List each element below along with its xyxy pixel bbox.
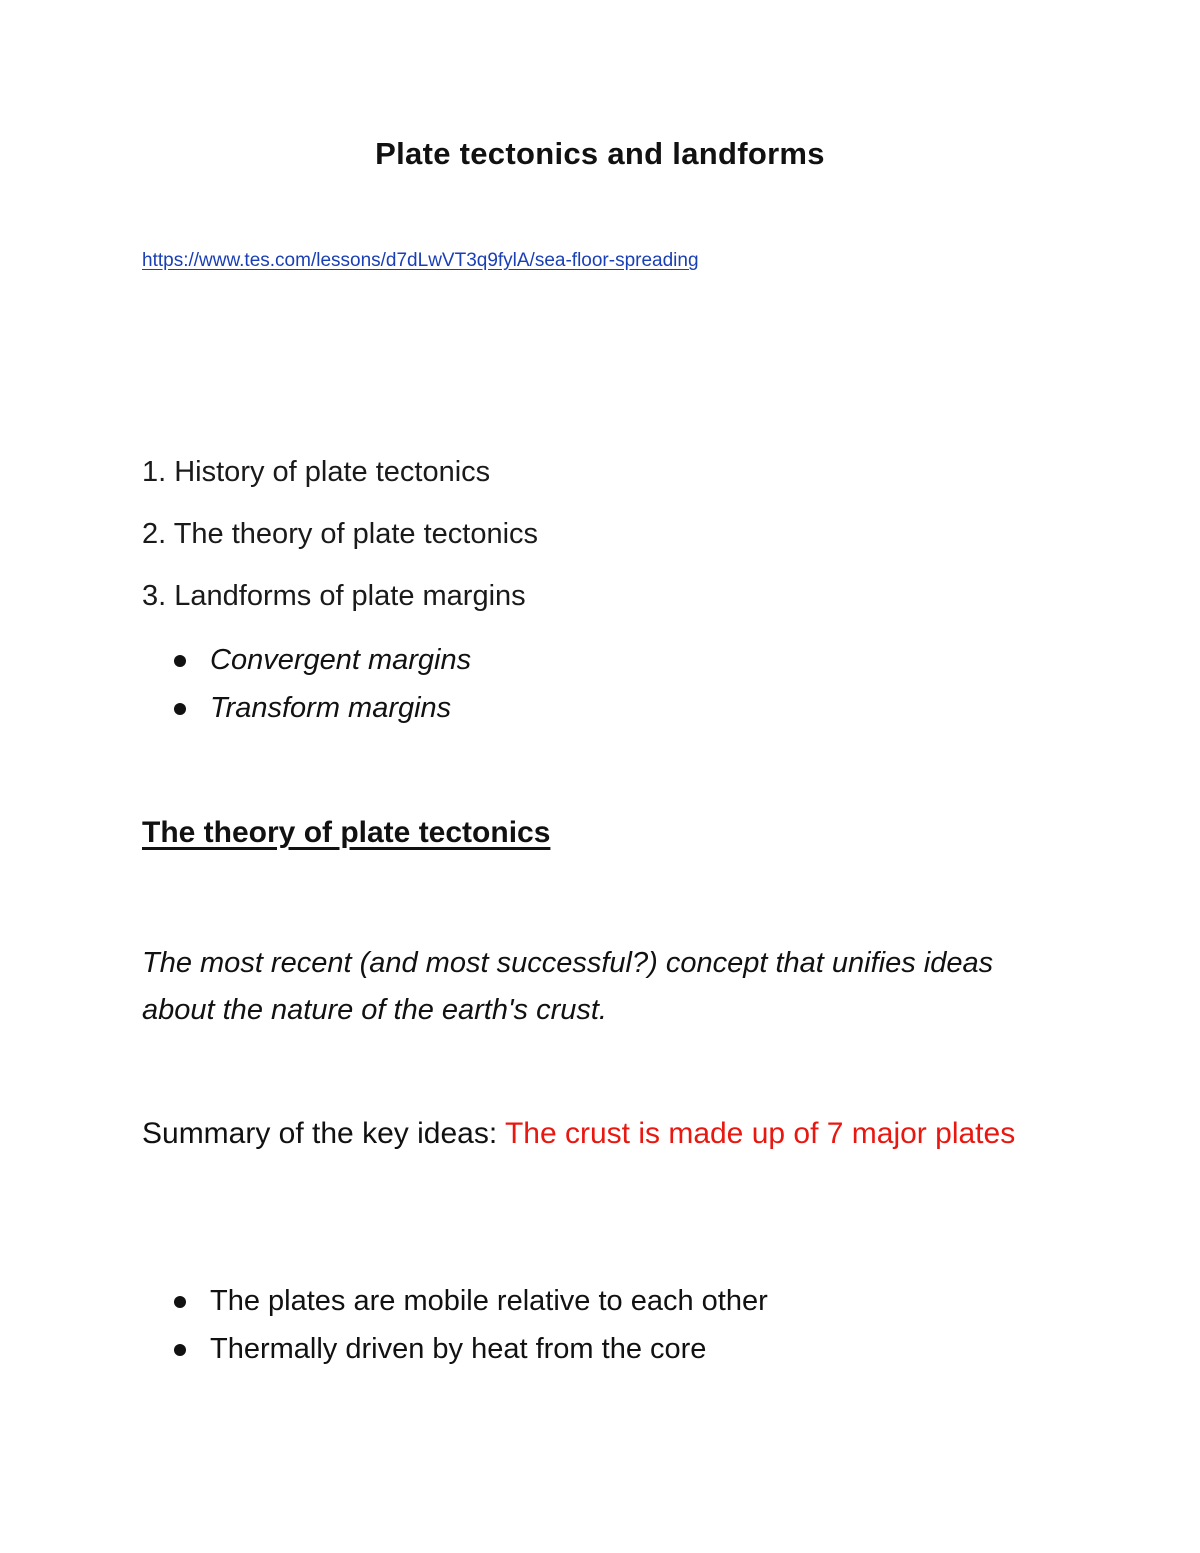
outline-item-2: 2. The theory of plate tectonics xyxy=(142,518,539,550)
definition-paragraph: The most recent (and most successful?) concept that unifies ideas about the nature of the earth's crust. xyxy=(142,947,994,1026)
margin-type-label: Convergent margins xyxy=(210,644,472,676)
lesson-link[interactable]: https://www.tes.com/lessons/d7dLwVT3q9fylA/sea-floor-spreading xyxy=(142,250,699,271)
bullet-icon xyxy=(174,703,186,715)
margin-type-label: Transform margins xyxy=(210,692,452,724)
page-title: Plate tectonics and landforms xyxy=(375,136,825,171)
key-point-label: The plates are mobile relative to each other xyxy=(210,1285,768,1317)
outline-item-3: 3. Landforms of plate margins xyxy=(142,580,526,612)
section-heading: The theory of plate tectonics xyxy=(142,816,551,849)
key-point-item xyxy=(174,1333,706,1366)
summary-label: Summary of the key ideas: xyxy=(142,1117,505,1150)
bullet-icon xyxy=(174,1296,186,1308)
bullet-icon xyxy=(174,1344,186,1356)
outline-item-1: 1. History of plate tectonics xyxy=(142,456,491,488)
margin-list-item xyxy=(174,692,451,725)
key-point-label: Thermally driven by heat from the core xyxy=(210,1333,707,1365)
summary-paragraph xyxy=(142,1110,1022,1157)
bullet-icon xyxy=(174,655,186,667)
key-point-item xyxy=(174,1285,768,1318)
margin-list-item xyxy=(174,644,471,677)
summary-highlight: The crust is made up of 7 major plates xyxy=(504,1117,1016,1150)
